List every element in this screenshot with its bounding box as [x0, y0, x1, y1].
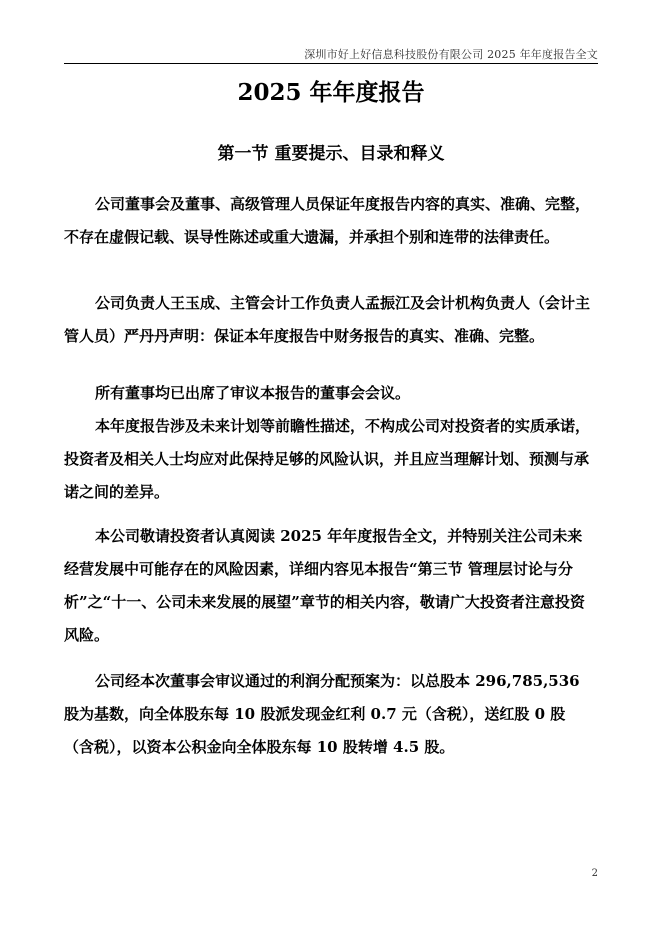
paragraph-board-guarantee: 公司董事会及董事、高级管理人员保证年度报告内容的真实、准确、完整，不存在虚假记载、误导性陈述或重大遗漏，并承担个别和连带的法律责任。 — [64, 195, 591, 246]
header-divider — [64, 63, 598, 64]
page-number: 2 — [591, 868, 598, 879]
paragraph-risk-notice: 本公司敬请投资者认真阅读 2025 年年度报告全文，并特别关注公司未来经营发展中可能存在的风险因素，详细内容见本报告“第三节 管理层讨论与分析”之“十一、公司未来发展的展望”章节的相关内容，敬请广大投资者注意投资风险。 — [64, 527, 585, 644]
paragraph-forward-looking: 本年度报告涉及未来计划等前瞻性描述，不构成公司对投资者的实质承诺，投资者及相关人士均应对此保持足够的风险认识，并且应当理解计划、预测与承诺之间的差异。 — [64, 417, 591, 501]
section-title: 第一节 重要提示、目录和释义 — [217, 144, 445, 164]
document-title: 2025 年年度报告 — [237, 79, 425, 106]
paragraph-profit-distribution: 公司经本次董事会审议通过的利润分配预案为：以总股本 296,785,536 股为基数，向全体股东每 10 股派发现金红利 0.7 元（含税），送红股 0 股（含税），以资本公积金向全体股东每 10 股转增 4.5 股。 — [64, 672, 580, 756]
paragraph-responsible-persons: 公司负责人王玉成、主管会计工作负责人孟振江及会计机构负责人（会计主管人员）严丹丹声明：保证本年度报告中财务报告的真实、准确、完整。 — [64, 294, 591, 345]
running-header: 深圳市好上好信息科技股份有限公司 2025 年年度报告全文 — [304, 48, 598, 61]
paragraph-directors-attendance: 所有董事均已出席了审议本报告的董事会会议。 — [95, 384, 411, 402]
